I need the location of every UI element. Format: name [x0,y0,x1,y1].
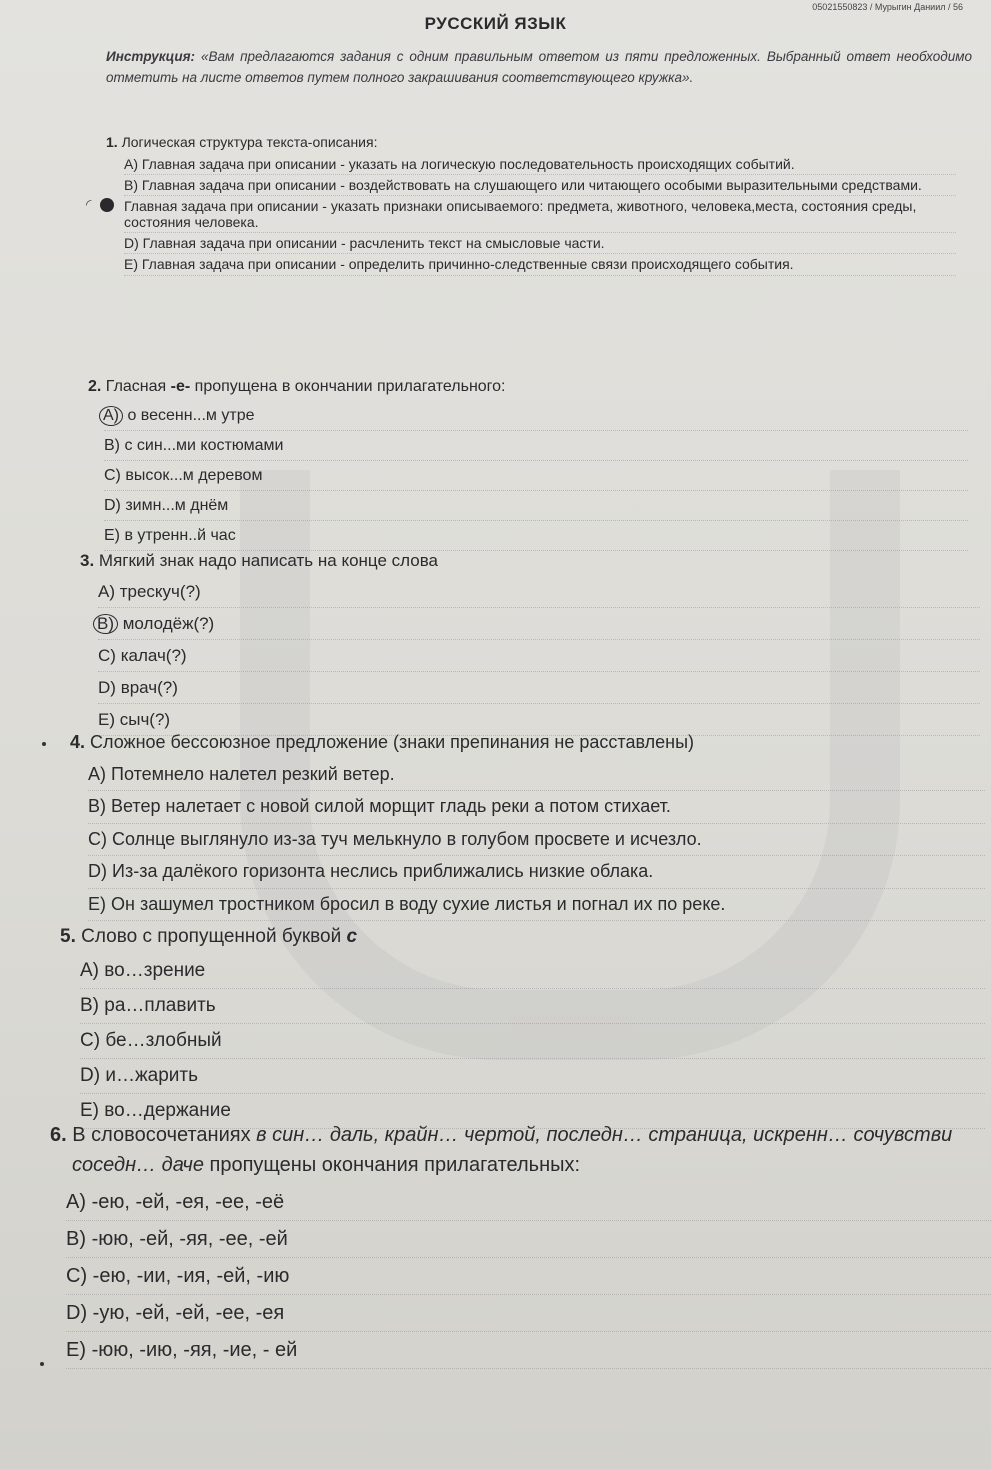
option-text: калач(?) [120,646,187,665]
instruction-text: «Вам предлагаются задания с одним правильным ответом из пяти предложенных. Выбранный ответ необходимо отметить на листе ответов путем полного закрашивания соответствующего кружка». [106,49,972,85]
question-text-bold: -е- [170,378,191,395]
option-text: Главная задача при описании - воздействовать на слушающего или читающего особыми выразительными средствами. [141,177,922,194]
option-c[interactable] [86,196,956,233]
option-c[interactable] [66,1258,991,1295]
option-text: с син...ми костюмами [124,437,284,454]
pencil-tick-icon: ◜ [86,196,92,213]
option-letter: D) [80,1065,101,1086]
option-d[interactable] [88,856,985,889]
question-title-line2 [72,1150,991,1180]
question-number: 1. [106,134,118,150]
filled-answer-bubble [100,198,114,212]
option-b[interactable] [98,608,980,640]
option-letter: D) [98,678,116,697]
option-text: Главная задача при описании - расчленить текст на смысловые части. [142,235,605,252]
option-b[interactable] [88,791,985,824]
option-text: зимн...м днём [125,497,229,514]
option-text: Ветер налетает с новой силой морщит гладь реки а потом стихает. [111,796,671,816]
option-c[interactable] [104,461,968,491]
instruction-label: Инструкция: [106,49,196,64]
option-d[interactable] [104,491,968,521]
option-c[interactable] [80,1024,985,1059]
student-id-header: 05021550823 / Мурыгин Даниил / 56 [812,2,963,12]
option-text: сыч(?) [119,710,171,729]
question-2 [88,372,968,551]
question-letter: с [346,926,358,947]
option-letter: C) [66,1265,88,1287]
option-d[interactable] [80,1059,985,1094]
question-text: пропущена в окончании прилагательного: [190,378,506,395]
question-title [80,545,980,576]
option-letter: E) [124,256,138,273]
question-title [106,130,956,154]
option-text: высок...м деревом [125,467,263,484]
option-a[interactable] [98,576,980,608]
question-text: Мягкий знак надо написать на конце слова [98,551,438,570]
option-b[interactable] [66,1221,991,1258]
question-number: 2. [88,378,102,395]
option-letter: A) [124,156,138,172]
option-text: ра…плавить [104,995,216,1016]
option-letter: A) [98,582,115,601]
option-a[interactable] [88,759,985,792]
option-letter: A) [88,763,106,784]
option-d[interactable] [124,233,956,254]
option-text: Он зашумел тростником бросил в воду сухие листья и погнал их по реке. [111,893,726,914]
option-letter: B) [66,1228,86,1250]
option-letter: C) [80,1030,101,1051]
question-title [88,372,968,401]
question-title [50,1120,991,1150]
option-d[interactable] [66,1295,991,1332]
option-text: и…жарить [105,1065,199,1086]
option-letter: E) [88,893,106,914]
option-letter: E) [66,1339,86,1361]
option-text: Главная задача при описании - указать на логическую последовательность происходящих событий. [141,156,795,172]
option-letter: A) [66,1191,86,1213]
option-letter: A) [80,960,99,981]
option-text: о весенн...м утре [127,407,255,424]
question-title [70,727,985,759]
option-text: -юю, -ию, -яя, -ие, - ей [91,1339,298,1361]
option-text: -ею, -ей, -ея, -ее, -её [91,1191,285,1213]
option-text: -юю, -ей, -яя, -ее, -ей [91,1228,288,1250]
question-text-italic: в син… даль, крайн… чертой, последн… страница, искренн… сочувстви [256,1124,953,1146]
option-text: во…зрение [104,960,206,981]
option-a[interactable] [104,401,968,431]
question-text: В словосочетаниях [72,1124,257,1146]
option-a[interactable] [66,1184,991,1221]
option-letter: D) [66,1302,88,1324]
option-letter: D) [104,497,121,514]
option-text: врач(?) [120,678,178,697]
option-d[interactable] [98,672,980,704]
option-letter: E) [80,1100,99,1121]
question-3 [80,545,980,736]
option-text: Из-за далёкого горизонта неслись приближались низкие облака. [112,861,654,881]
option-a[interactable] [124,154,956,175]
option-text: Главная задача при описании - указать признаки описываемого: предмета, животного, человека,места, состояния среды, состояния человека. [124,198,917,231]
option-b[interactable] [104,431,968,461]
margin-dot [42,742,46,746]
question-text-italic: соседн… даче [72,1154,204,1176]
option-text: бе…злобный [105,1030,222,1051]
option-letter: E) [98,710,115,729]
option-e[interactable] [124,254,956,275]
option-letter: B) [80,995,99,1016]
option-a[interactable] [80,954,985,989]
margin-dot [40,1362,44,1366]
option-text: Солнце выглянуло из-за туч мелькнуло в голубом просвете и исчезло. [112,828,702,849]
option-letter: C) [98,646,116,665]
option-b[interactable] [124,175,956,196]
option-text: в утренн..й час [124,527,236,544]
question-5 [60,920,985,1129]
question-text: пропущены окончания прилагательных: [203,1154,581,1176]
option-text: -ую, -ей, -ей, -ее, -ея [92,1302,285,1324]
instruction [106,46,972,88]
option-letter: C) [88,828,107,849]
option-letter: C) [104,467,121,484]
question-6 [50,1120,991,1369]
question-number: 4. [70,732,86,752]
option-c[interactable] [88,824,985,857]
question-number: 5. [60,926,76,947]
option-letter: D) [88,861,107,881]
question-number: 3. [80,551,95,570]
option-text: молодёж(?) [122,614,215,633]
option-letter: E) [104,527,120,544]
option-text: Потемнело налетел резкий ветер. [111,763,395,784]
question-text: Гласная [105,378,171,395]
circled-answer-letter: B) [93,614,118,634]
option-text: во…держание [104,1100,231,1121]
question-text: Сложное бессоюзное предложение (знаки препинания не расставлены) [90,732,694,752]
option-text: трескуч(?) [119,582,201,601]
option-b[interactable] [80,989,985,1024]
option-letter: B) [88,796,106,816]
option-letter: B) [124,177,138,194]
option-text: Главная задача при описании - определить причинно-следственные связи происходящего события. [141,256,794,273]
option-letter: B) [104,437,120,454]
option-text: -ею, -ии, -ия, -ей, -ию [92,1265,290,1287]
question-title [60,920,985,954]
option-c[interactable] [98,640,980,672]
question-text: Логическая структура текста-описания: [121,134,378,150]
option-letter: D) [124,235,139,252]
question-1 [86,130,956,276]
option-e[interactable] [88,889,985,922]
option-e[interactable] [66,1332,991,1369]
page-title: РУССКИЙ ЯЗЫК [424,14,567,33]
question-number: 6. [50,1124,67,1146]
circled-answer-letter: A) [99,406,123,426]
question-text: Слово с пропущенной буквой [81,926,347,947]
question-4 [70,727,985,921]
